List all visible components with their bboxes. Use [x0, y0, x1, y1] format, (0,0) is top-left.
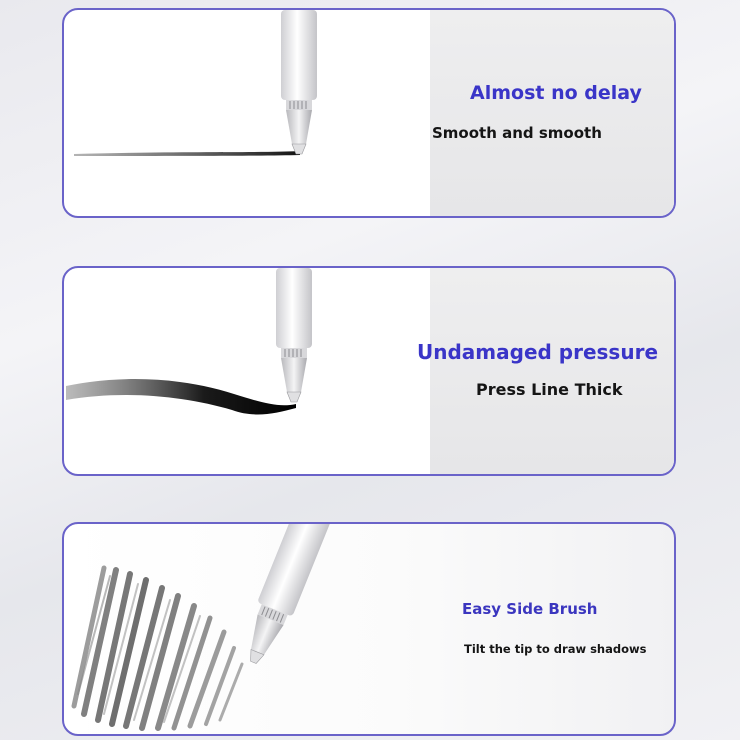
feature-card-side-brush: [62, 522, 676, 736]
pressure-ink-line: [66, 379, 296, 414]
feature-title: Almost no delay: [470, 82, 642, 104]
stylus-icon: [276, 268, 312, 402]
stylus-pressure-illustration: [64, 268, 674, 474]
pencil-shading-strokes: [74, 568, 242, 728]
feature-card-low-latency: [62, 8, 676, 218]
stylus-icon: [281, 10, 317, 154]
feature-subtitle: Press Line Thick: [476, 380, 623, 399]
feature-title: Undamaged pressure: [417, 340, 659, 364]
stylus-drawing-illustration: [64, 10, 674, 216]
feature-title: Easy Side Brush: [462, 600, 598, 618]
feature-card-pressure: [62, 266, 676, 476]
shading-sketch-illustration: [64, 524, 674, 734]
stylus-icon: [236, 524, 339, 669]
ink-line: [74, 151, 300, 156]
feature-subtitle: Smooth and smooth: [432, 124, 602, 142]
feature-subtitle: Tilt the tip to draw shadows: [464, 642, 647, 656]
